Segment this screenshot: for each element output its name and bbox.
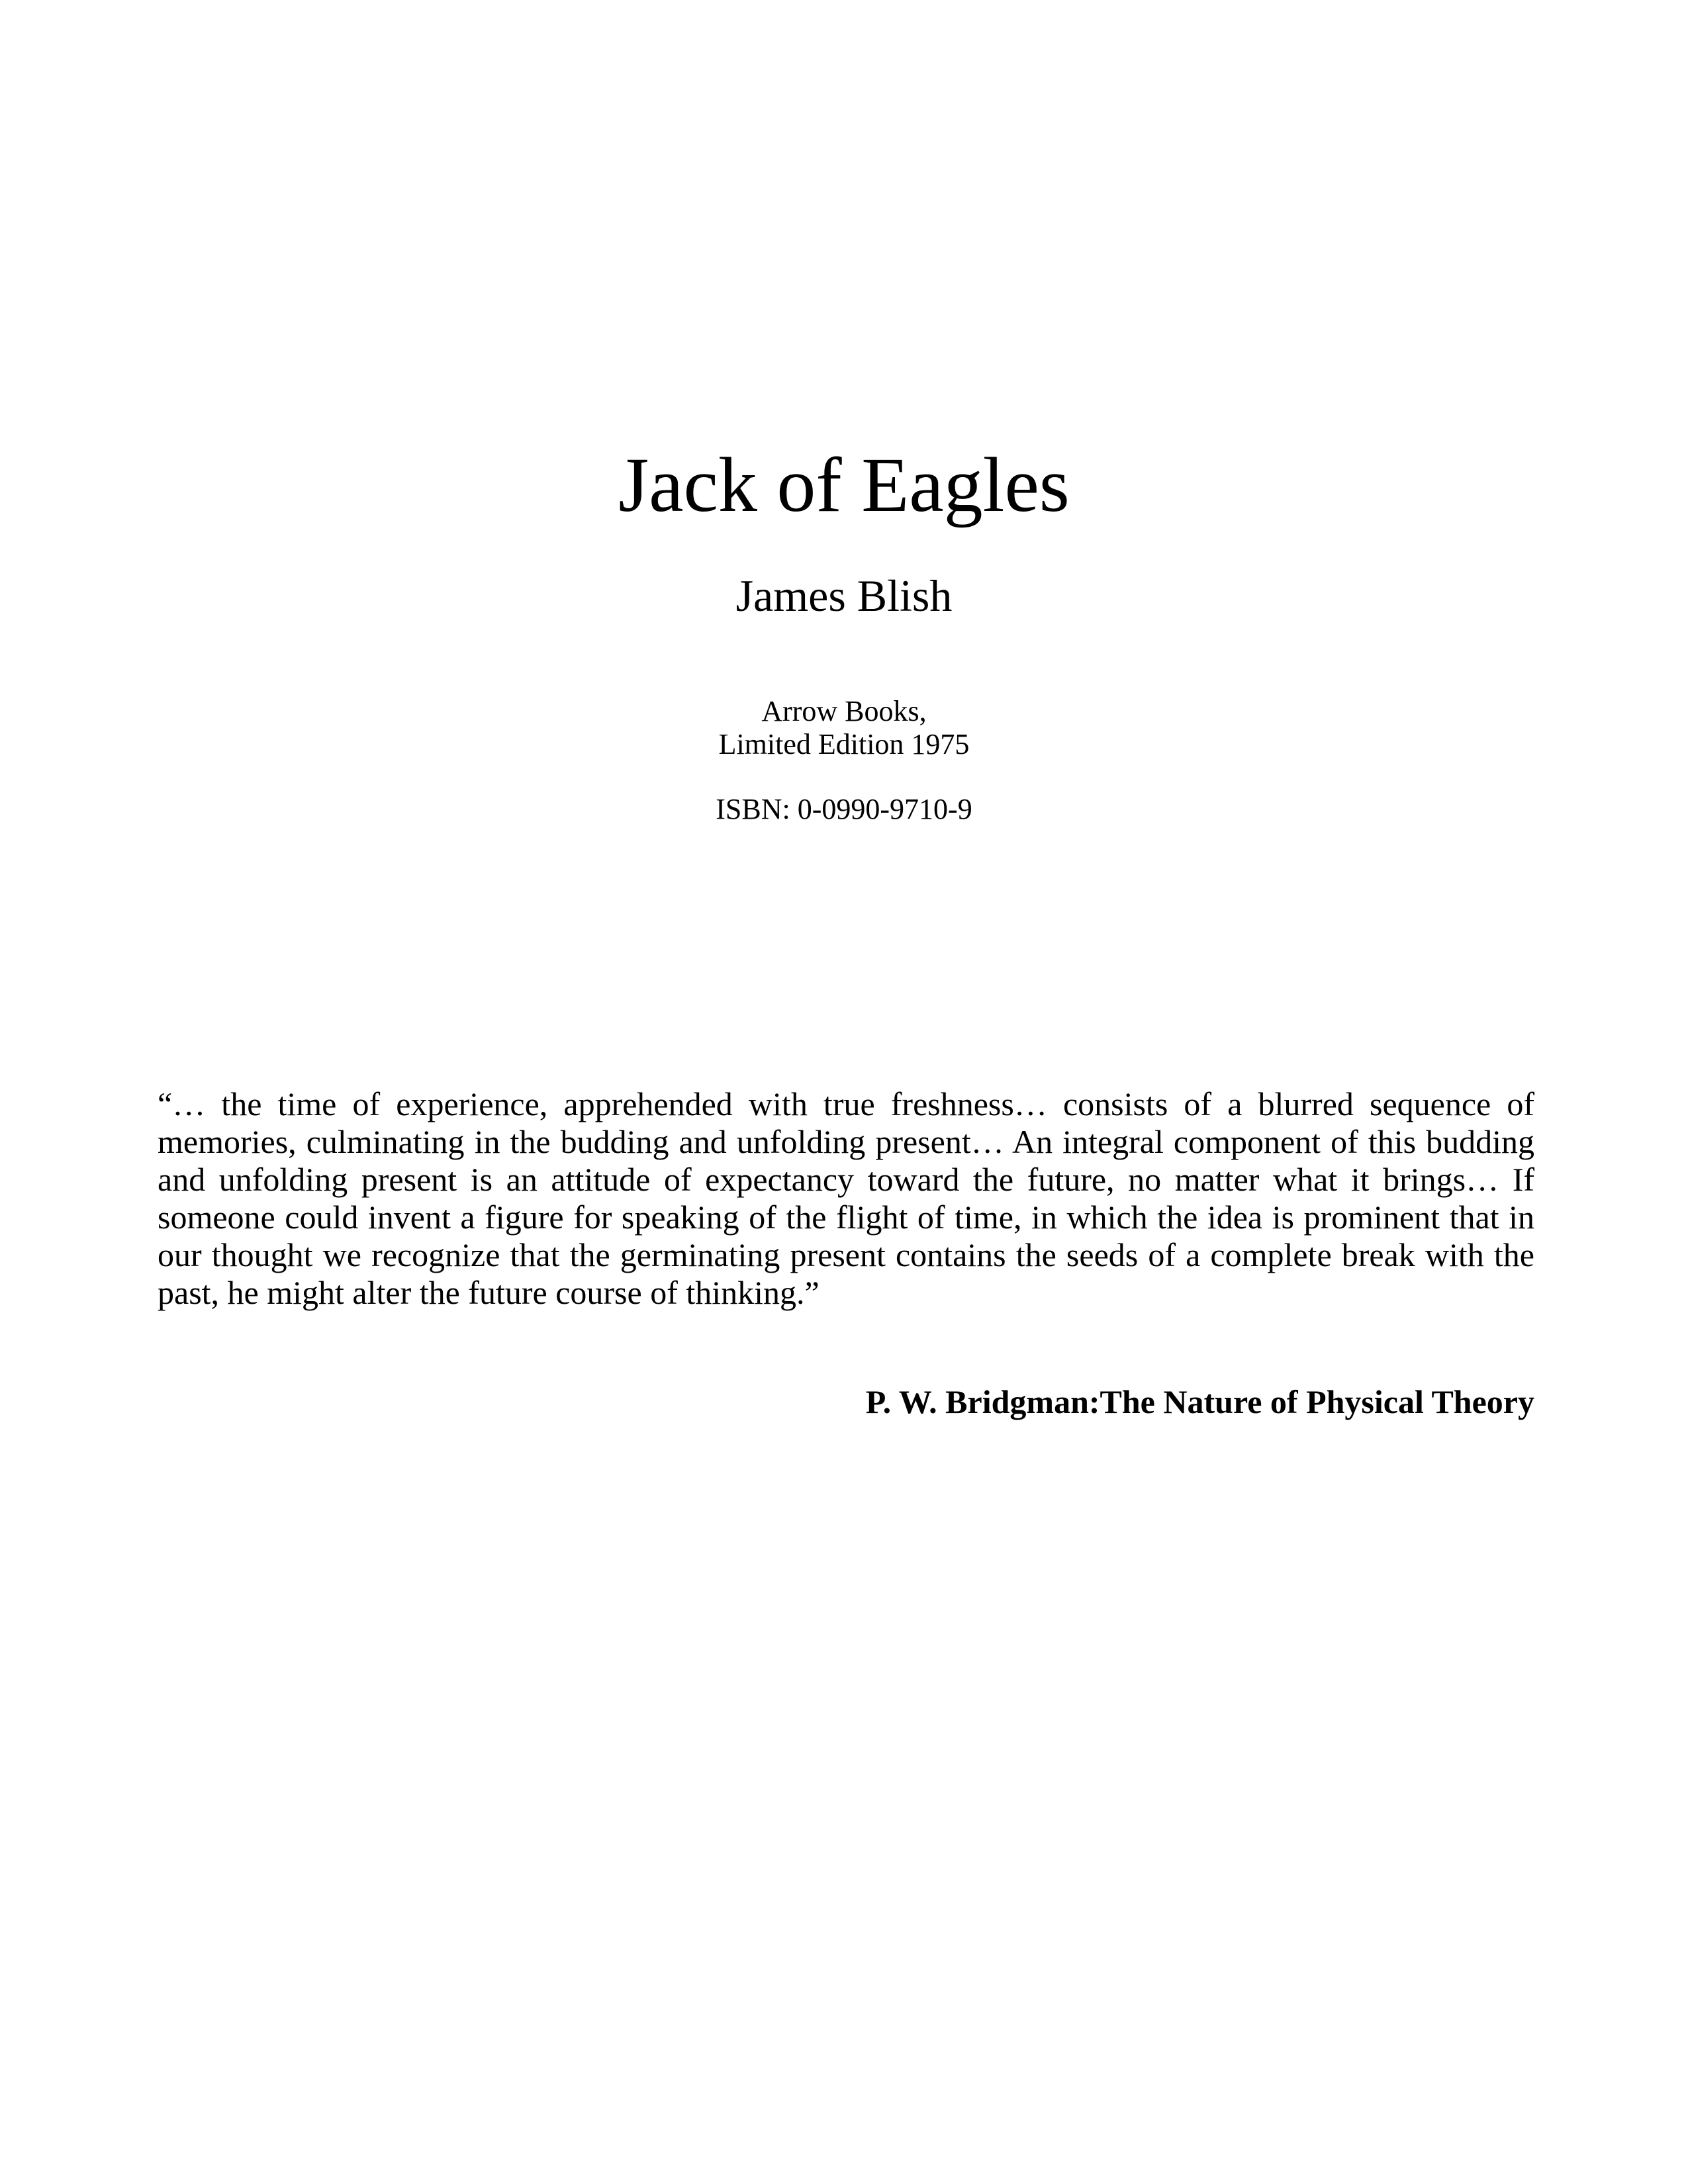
publisher-name: Arrow Books,	[761, 695, 927, 727]
publisher-info	[0, 695, 1688, 761]
isbn: ISBN: 0-0990-9710-9	[716, 793, 972, 825]
book-author: James Blish	[735, 570, 953, 621]
epigraph-quote: “… the time of experience, apprehended with true freshness… consists of a blurred sequence of memories, culminating in the budding and unfolding present… An integral component of this budding and unfolding present is an attitude of expectancy toward the future, no matter what it brings… If someone could invent a figure for speaking of the flight of time, in which the idea is prominent that in our thought we recognize that the germinating present contains the seeds of a complete break with the past, he might alter the future course of thinking.”	[158, 1085, 1534, 1311]
epigraph-attribution: P. W. Bridgman:The Nature of Physical Theory	[865, 1383, 1534, 1420]
edition-line: Limited Edition 1975	[718, 728, 970, 760]
book-title: Jack of Eagles	[618, 441, 1070, 528]
